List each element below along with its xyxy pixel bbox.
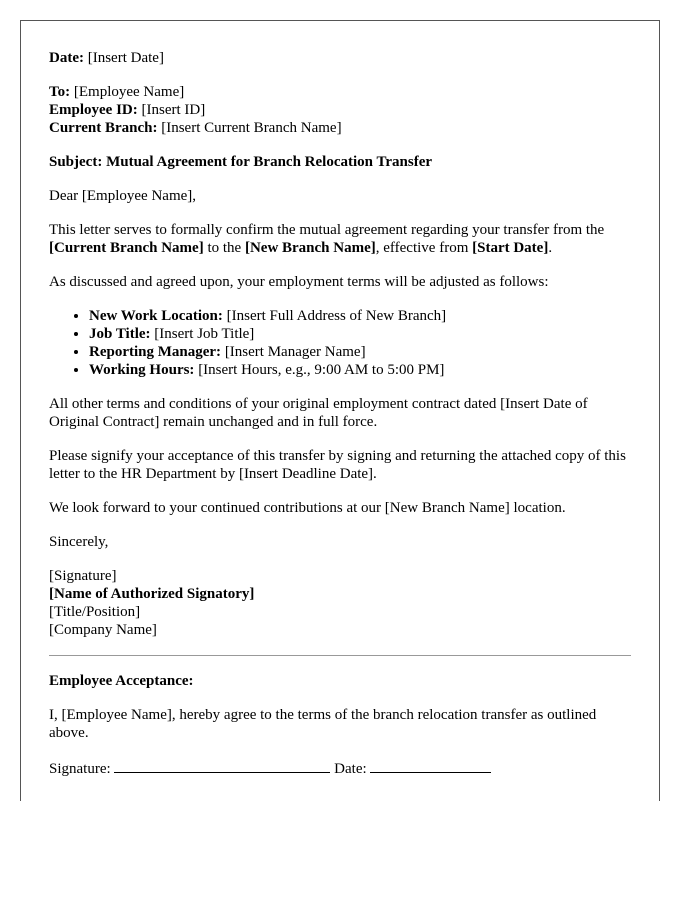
employee-acceptance-statement: I, [Employee Name], hereby agree to the terms of the branch relocation transfer as outlined above. (49, 707, 597, 741)
signatory-company: [Company Name] (49, 622, 157, 638)
intro-start-date: [Start Date] (472, 240, 549, 256)
term-label: Job Title: (89, 326, 151, 342)
list-item (89, 325, 631, 343)
list-item (89, 361, 631, 379)
signature-placeholder: [Signature] (49, 568, 117, 584)
subject-text: Subject: Mutual Agreement for Branch Relocation Transfer (49, 154, 433, 170)
recipient-block (49, 83, 631, 137)
date-value: [Insert Date] (83, 50, 164, 66)
date-line (49, 49, 631, 67)
employee-id-line (49, 101, 631, 119)
term-value: [Insert Hours, e.g., 9:00 AM to 5:00 PM] (194, 362, 445, 378)
closing-paragraph: We look forward to your continued contributions at our [New Branch Name] location. (49, 500, 566, 516)
salutation: Dear [Employee Name], (49, 188, 197, 204)
sign-off: Sincerely, (49, 534, 109, 550)
term-value: [Insert Full Address of New Branch] (222, 308, 447, 324)
intro-text-1: This letter serves to formally confirm the mutual agreement regarding your transfer from the (49, 222, 605, 238)
employee-signature-line (49, 758, 631, 778)
term-value: [Insert Manager Name] (221, 344, 366, 360)
list-item (89, 307, 631, 325)
acceptance-request-paragraph: Please signify your acceptance of this transfer by signing and returning the attached copy of this letter to the HR Department by [Insert Deadline Date]. (49, 448, 626, 482)
intro-text-3: , effective from (375, 240, 473, 256)
current-branch-label: Current Branch: (49, 120, 158, 136)
intro-current-branch: [Current Branch Name] (49, 240, 204, 256)
employee-id-value: [Insert ID] (137, 102, 206, 118)
signatory-title: [Title/Position] (49, 604, 141, 620)
acceptance-date-label: Date: (330, 761, 371, 777)
term-value: [Insert Job Title] (150, 326, 255, 342)
employee-acceptance-heading (49, 672, 631, 690)
intro-text-2: to the (203, 240, 245, 256)
to-line (49, 83, 631, 101)
term-label: New Work Location: (89, 308, 223, 324)
date-label: Date: (49, 50, 84, 66)
employee-acceptance-heading-text: Employee Acceptance: (49, 673, 194, 689)
signatory-name: [Name of Authorized Signatory] (49, 586, 255, 602)
intro-new-branch: [New Branch Name] (244, 240, 376, 256)
terms-list (49, 307, 631, 379)
letter-page (20, 20, 660, 801)
term-label: Working Hours: (89, 362, 195, 378)
other-terms-paragraph: All other terms and conditions of your original employment contract dated [Insert Date of Original Contract] remain unchanged and in full force. (49, 396, 588, 430)
section-divider (49, 655, 631, 656)
current-branch-line (49, 119, 631, 137)
employee-id-label: Employee ID: (49, 102, 138, 118)
to-value: [Employee Name] (70, 84, 185, 100)
signatory-block (49, 567, 631, 639)
intro-paragraph (49, 221, 631, 257)
list-item (89, 343, 631, 361)
date-blank[interactable] (370, 758, 491, 773)
term-label: Reporting Manager: (89, 344, 222, 360)
signature-label: Signature: (49, 761, 115, 777)
terms-intro: As discussed and agreed upon, your employment terms will be adjusted as follows: (49, 274, 549, 290)
signature-blank[interactable] (114, 758, 330, 773)
current-branch-value: [Insert Current Branch Name] (157, 120, 342, 136)
intro-text-4: . (548, 240, 553, 256)
to-label: To: (49, 84, 71, 100)
subject-line (49, 153, 631, 171)
